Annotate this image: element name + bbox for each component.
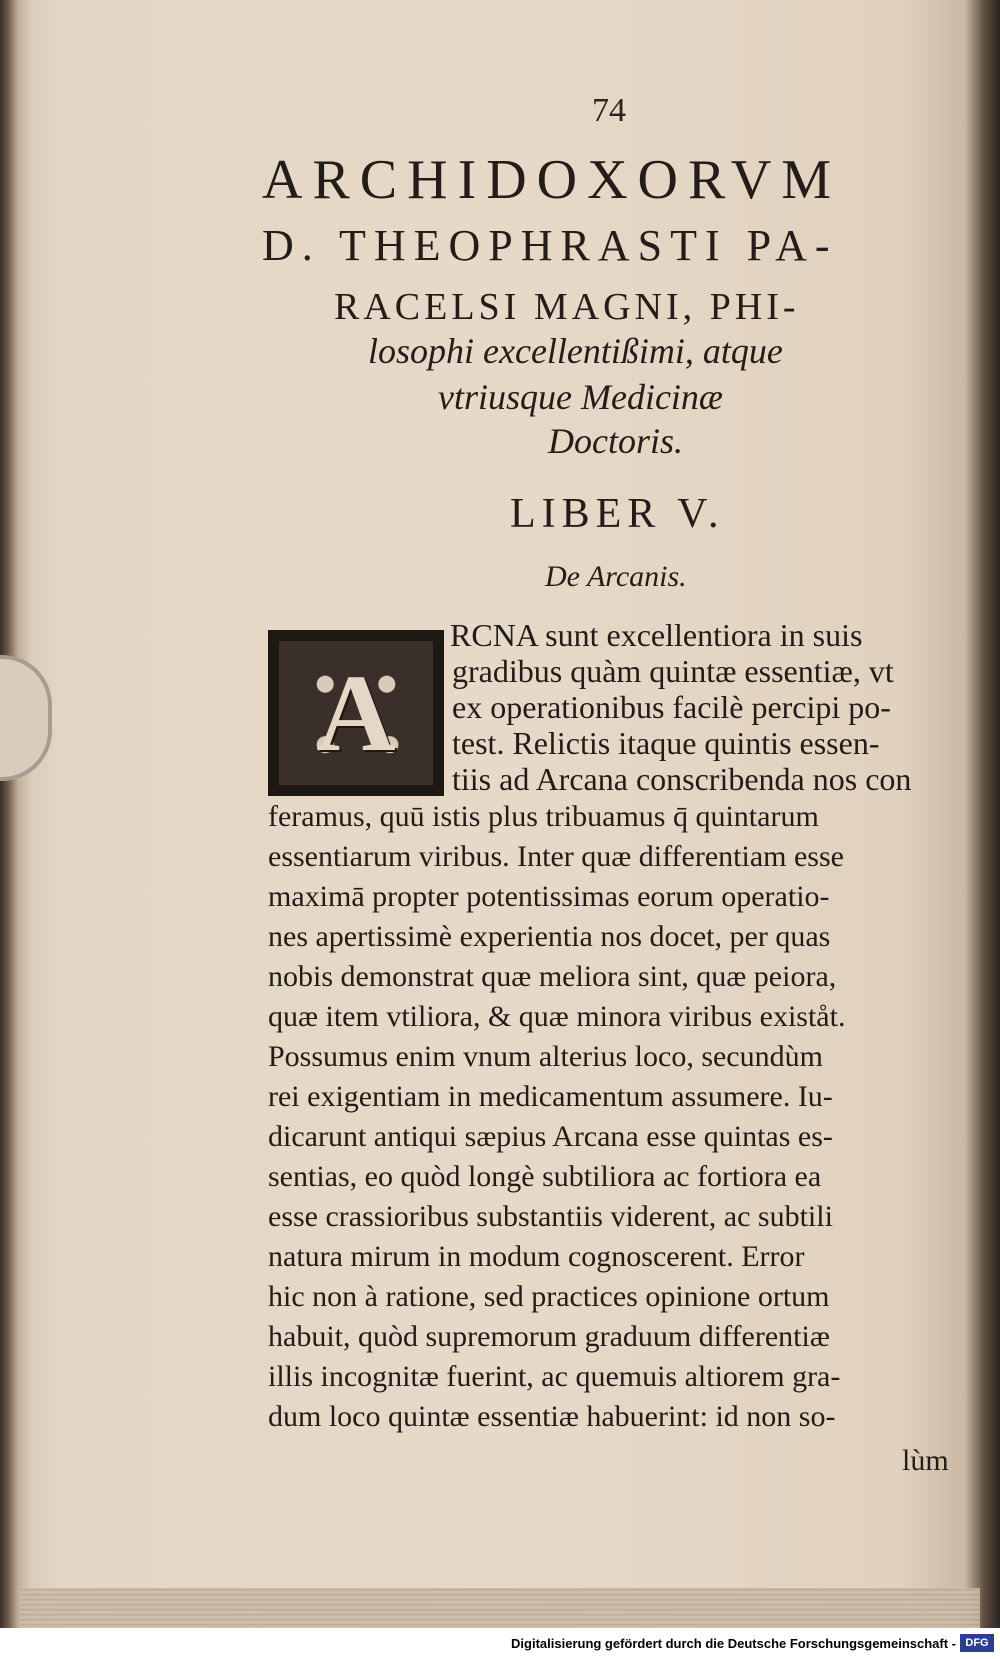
- catchword: lùm: [902, 1444, 949, 1477]
- body-line: ex operationibus facilè percipi po-: [452, 689, 891, 725]
- body-line: dum loco quintæ essentiæ habuerint: id non so-: [268, 1400, 836, 1433]
- body-line: essentiarum viribus. Inter quæ differentiam esse: [268, 840, 844, 873]
- page-edges: [20, 1588, 980, 1628]
- title-line-4: losophi excellentißimi, atque: [368, 331, 783, 371]
- body-line: illis incognitæ fuerint, ac quemuis altiorem gra-: [268, 1360, 841, 1393]
- body-line: tiis ad Arcana conscribenda nos con: [452, 761, 912, 797]
- body-line: hic non à ratione, sed practices opinione ortum: [268, 1280, 830, 1313]
- body-line: RCNA sunt excellentiora in suis: [450, 617, 863, 653]
- body-line: habuit, quòd supremorum graduum differentiæ: [268, 1320, 830, 1353]
- page-clasp: [0, 655, 52, 781]
- chapter-subheading: De Arcanis.: [545, 560, 687, 593]
- body-line: nobis demonstrat quæ meliora sint, quæ peiora,: [268, 960, 837, 993]
- body-line: esse crassioribus substantiis viderent, ac subtili: [268, 1200, 833, 1233]
- body-line: test. Relictis itaque quintis essen-: [452, 725, 880, 761]
- initial-letter: A: [316, 652, 396, 774]
- body-line: dicarunt antiqui sæpius Arcana esse quintas es-: [268, 1120, 833, 1153]
- title-line-1: ARCHIDOXORVM: [262, 149, 842, 211]
- body-line: natura mirum in modum cognoscerent. Error: [268, 1240, 805, 1273]
- title-line-5: vtriusque Medicinæ: [438, 377, 723, 417]
- body-line: maximā propter potentissimas eorum operatio-: [268, 880, 830, 913]
- page-number: 74: [592, 92, 626, 129]
- title-line-2: D. THEOPHRASTI PA-: [262, 221, 838, 270]
- dfg-logo: DFG: [960, 1634, 994, 1652]
- body-line: rei exigentiam in medicamentum assumere. Iu-: [268, 1080, 833, 1113]
- initial-ornament: [279, 641, 433, 785]
- decorated-initial: [268, 630, 444, 796]
- body-line: quæ item vtiliora, & quæ minora viribus existåt.: [268, 1000, 846, 1033]
- body-line: Possumus enim vnum alterius loco, secundùm: [268, 1040, 823, 1073]
- body-line: nes apertissimè experientia nos docet, per quas: [268, 920, 831, 953]
- digitization-credit: Digitalisierung gefördert durch die Deutsche Forschungsgemeinschaft -: [0, 1628, 1000, 1659]
- book-heading: LIBER V.: [510, 491, 725, 537]
- body-line: feramus, quū istis plus tribuamus q̄ quintarum: [268, 800, 819, 833]
- body-line: sentias, eo quòd longè subtiliora ac fortiora ea: [268, 1160, 822, 1193]
- title-line-3: RACELSI MAGNI, PHI-: [334, 286, 800, 328]
- title-line-6: Doctoris.: [548, 421, 683, 461]
- body-line: gradibus quàm quintæ essentiæ, vt: [452, 653, 894, 689]
